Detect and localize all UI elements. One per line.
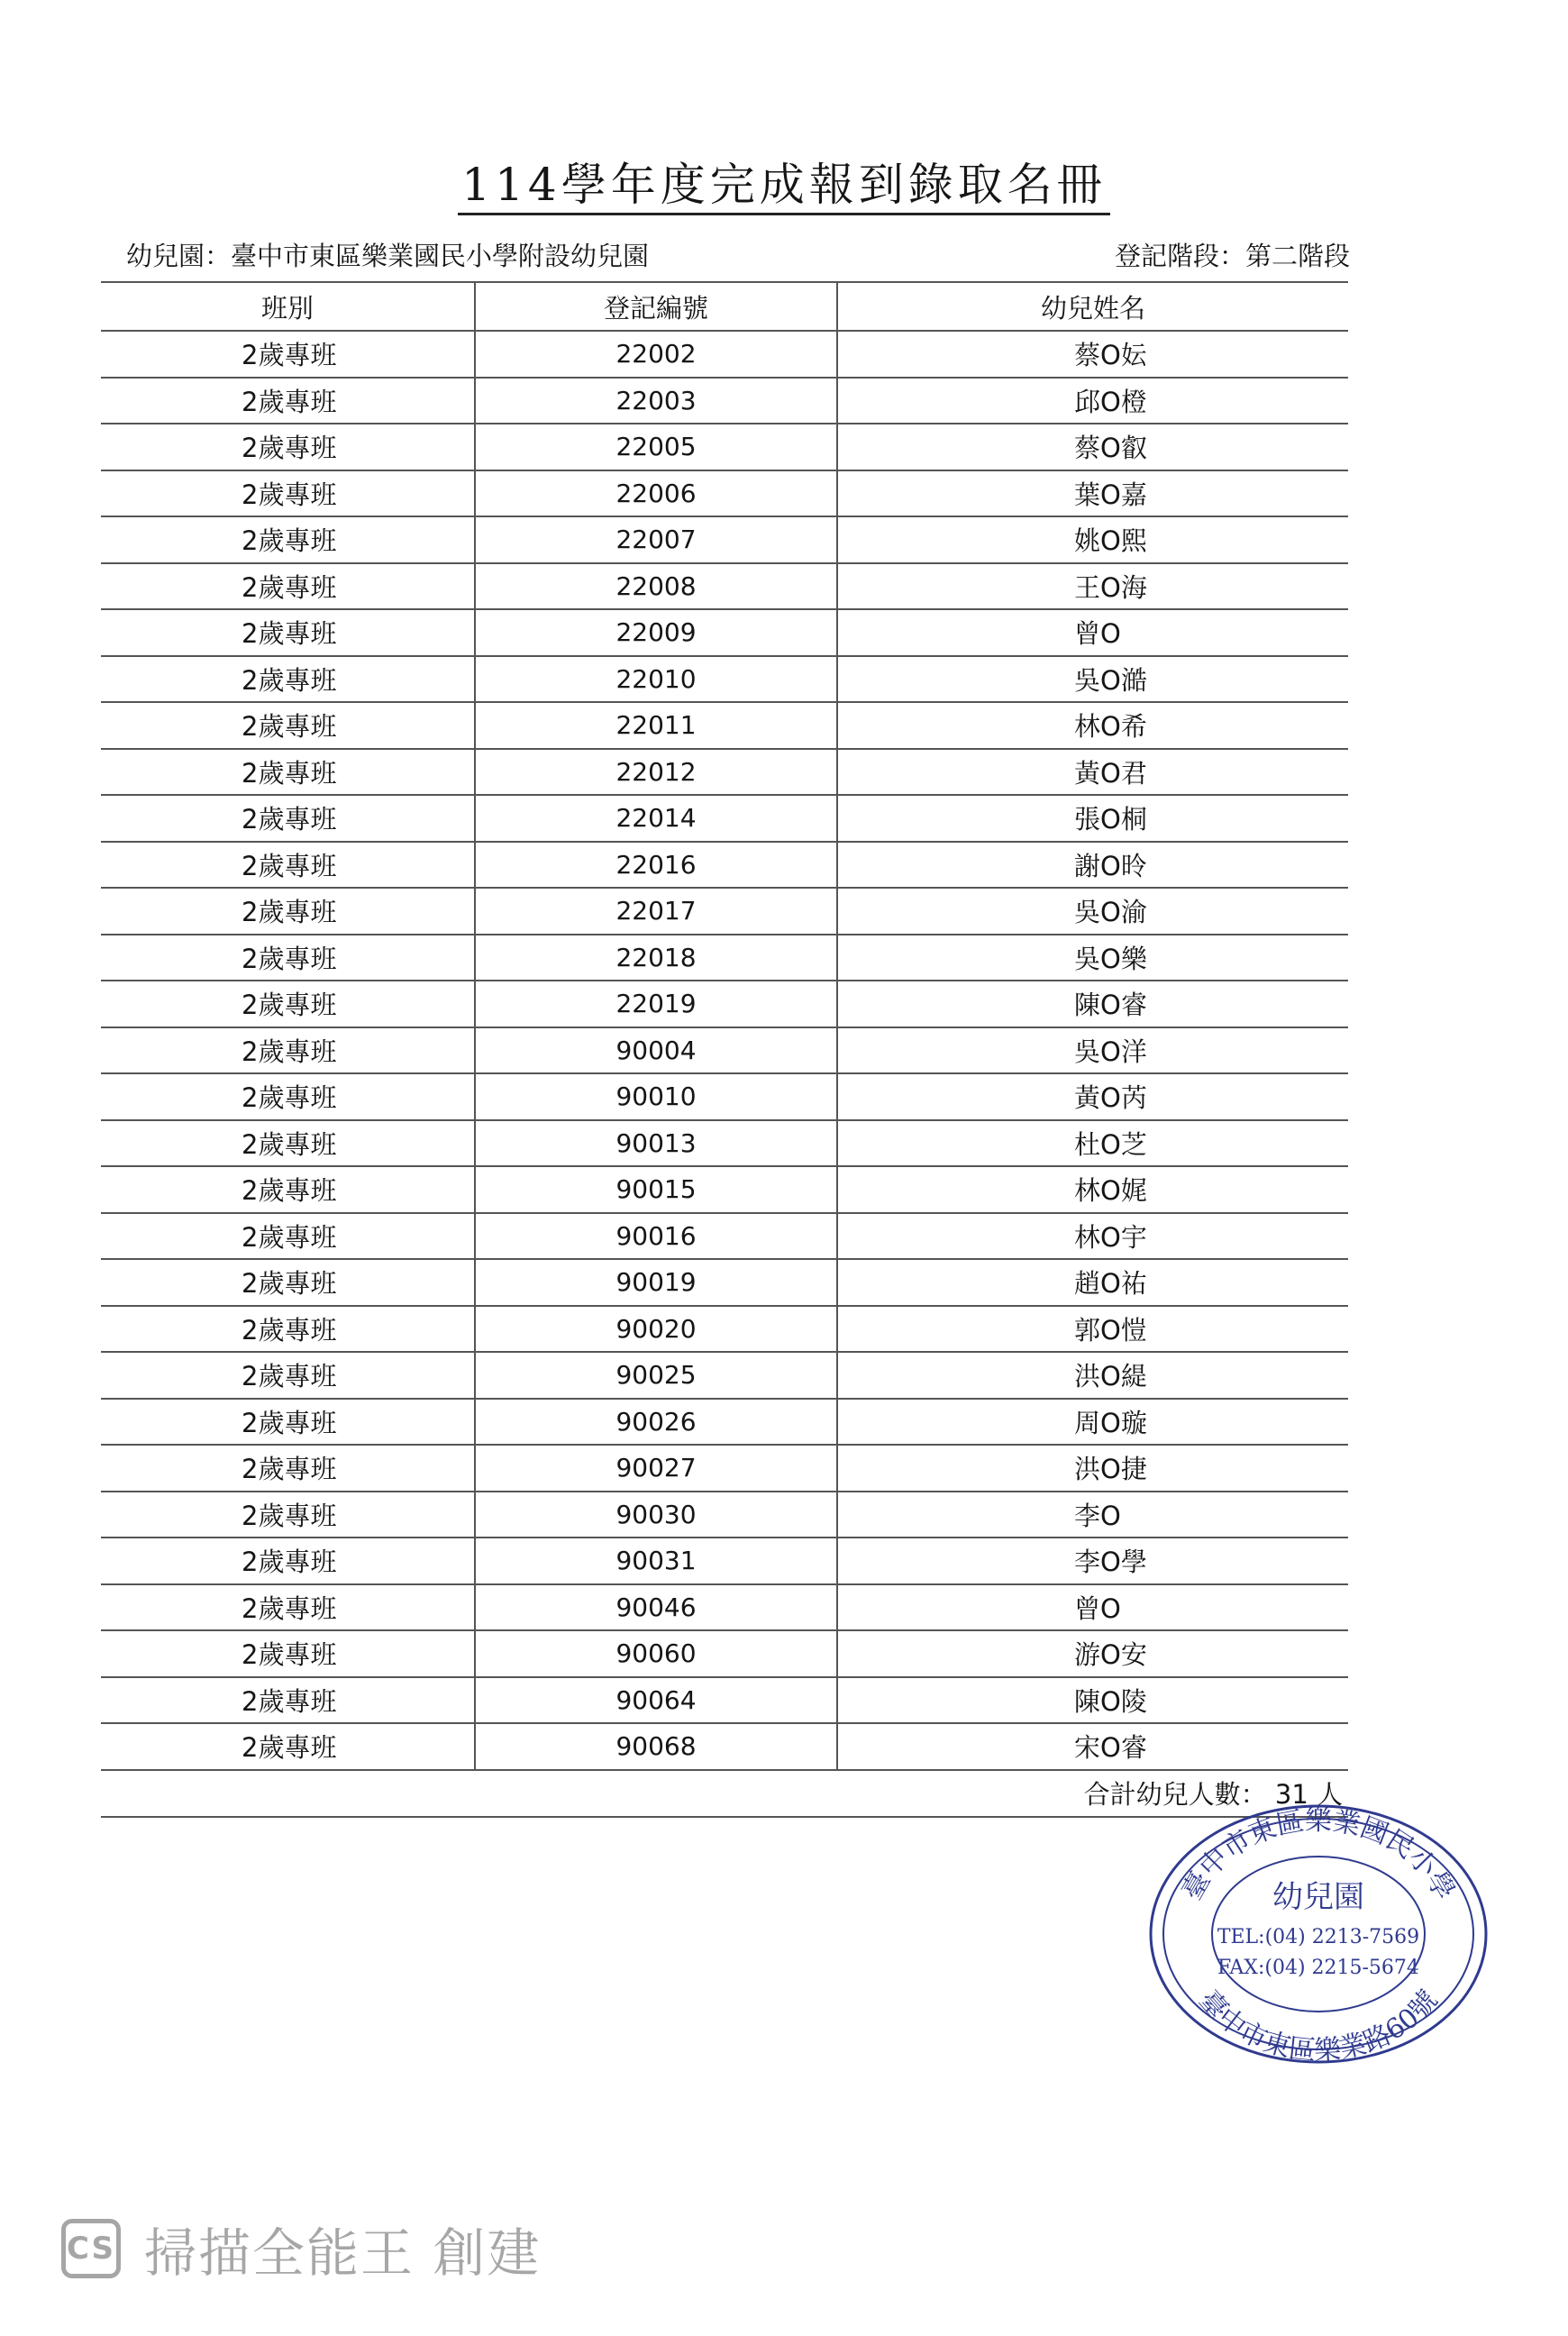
- child-name-cell: 黃O芮: [837, 1073, 1348, 1120]
- seal-ring-text: 臺中市東區樂業國民小學: [1176, 1805, 1461, 1906]
- child-name-cell: 吳O樂: [837, 935, 1348, 981]
- registration-number-cell: 90010: [475, 1073, 837, 1120]
- table-row: [101, 1166, 1348, 1213]
- seal-center-title: 幼兒園: [1272, 1879, 1364, 1915]
- registration-number-cell: 90020: [475, 1306, 837, 1353]
- child-name-cell: 林O宇: [837, 1213, 1348, 1260]
- registration-stage: 登記階段：第二階段: [1114, 241, 1350, 271]
- class-cell: 2歲專班: [101, 702, 475, 749]
- class-cell: 2歲專班: [101, 378, 475, 424]
- registration-number-cell: 90068: [475, 1723, 837, 1770]
- table-row: [101, 981, 1348, 1027]
- class-cell: 2歲專班: [101, 516, 475, 563]
- child-name-cell: 郭O愷: [837, 1306, 1348, 1353]
- table-row: [101, 1538, 1348, 1584]
- child-name-cell: 李O學: [837, 1538, 1348, 1584]
- registration-number-cell: 90031: [475, 1538, 837, 1584]
- kindergarten-name: 幼兒園：臺中市東區樂業國民小學附設幼兒園: [126, 241, 650, 271]
- class-cell: 2歲專班: [101, 424, 475, 470]
- child-name-cell: 宋O睿: [837, 1723, 1348, 1770]
- column-header: 幼兒姓名: [837, 282, 1348, 331]
- table-row: [101, 1306, 1348, 1353]
- child-name-cell: 洪O緹: [837, 1352, 1348, 1399]
- table-body: [101, 331, 1348, 1817]
- child-name-cell: 杜O芝: [837, 1120, 1348, 1167]
- child-name-cell: 陳O陵: [837, 1677, 1348, 1724]
- class-cell: 2歲專班: [101, 795, 475, 842]
- table-row: [101, 1445, 1348, 1492]
- table-row: [101, 516, 1348, 563]
- registration-number-cell: 90027: [475, 1445, 837, 1492]
- child-name-cell: 黃O君: [837, 749, 1348, 796]
- class-cell: 2歲專班: [101, 1352, 475, 1399]
- child-name-cell: 李O: [837, 1492, 1348, 1538]
- total-count: 合計幼兒人數： 31 人: [101, 1770, 1348, 1817]
- class-cell: 2歲專班: [101, 842, 475, 889]
- registration-number-cell: 90060: [475, 1630, 837, 1677]
- class-cell: 2歲專班: [101, 1584, 475, 1631]
- child-name-cell: 曾O: [837, 609, 1348, 656]
- child-name-cell: 洪O捷: [837, 1445, 1348, 1492]
- child-name-cell: 陳O睿: [837, 981, 1348, 1027]
- table-row: [101, 935, 1348, 981]
- scanner-watermark: [61, 2213, 541, 2285]
- table-row: [101, 609, 1348, 656]
- table-row: [101, 749, 1348, 796]
- class-cell: 2歲專班: [101, 888, 475, 935]
- table-row: [101, 1399, 1348, 1446]
- table-row: [101, 1259, 1348, 1306]
- class-cell: 2歲專班: [101, 1538, 475, 1584]
- child-name-cell: 葉O嘉: [837, 470, 1348, 517]
- column-header: 班別: [101, 282, 475, 331]
- class-cell: 2歲專班: [101, 1213, 475, 1260]
- class-cell: 2歲專班: [101, 563, 475, 610]
- registration-number-cell: 90015: [475, 1166, 837, 1213]
- table-row: [101, 842, 1348, 889]
- child-name-cell: 邱O橙: [837, 378, 1348, 424]
- registration-number-cell: 90064: [475, 1677, 837, 1724]
- class-cell: 2歲專班: [101, 331, 475, 378]
- registration-number-cell: 22006: [475, 470, 837, 517]
- child-name-cell: 曾O: [837, 1584, 1348, 1631]
- table-row: [101, 1677, 1348, 1724]
- child-name-cell: 張O桐: [837, 795, 1348, 842]
- table-row: [101, 563, 1348, 610]
- child-name-cell: 吳O洋: [837, 1027, 1348, 1074]
- table-row: [101, 1630, 1348, 1677]
- child-name-cell: 趙O祐: [837, 1259, 1348, 1306]
- registration-number-cell: 90026: [475, 1399, 837, 1446]
- class-cell: 2歲專班: [101, 1073, 475, 1120]
- table-row: [101, 795, 1348, 842]
- table-row: [101, 424, 1348, 470]
- table-row: [101, 1120, 1348, 1167]
- table-row: [101, 656, 1348, 703]
- watermark-text: 掃描全能王 創建: [144, 2222, 542, 2284]
- table-row: [101, 1584, 1348, 1631]
- class-cell: 2歲專班: [101, 656, 475, 703]
- class-cell: 2歲專班: [101, 1445, 475, 1492]
- registration-number-cell: 22017: [475, 888, 837, 935]
- table-row: [101, 1723, 1348, 1770]
- table-row: [101, 1027, 1348, 1074]
- class-cell: 2歲專班: [101, 1630, 475, 1677]
- table-row: [101, 1492, 1348, 1538]
- child-name-cell: 蔡O叡: [837, 424, 1348, 470]
- class-cell: 2歲專班: [101, 1166, 475, 1213]
- class-cell: 2歲專班: [101, 1027, 475, 1074]
- seal-address-text: 臺中市東區樂業路60號: [1192, 1985, 1445, 2066]
- registration-number-cell: 22009: [475, 609, 837, 656]
- table-row: [101, 1073, 1348, 1120]
- class-cell: 2歲專班: [101, 935, 475, 981]
- registration-number-cell: 22014: [475, 795, 837, 842]
- table-row: [101, 1213, 1348, 1260]
- table-row: [101, 378, 1348, 424]
- enrollment-table: [101, 281, 1348, 1818]
- child-name-cell: 姚O熙: [837, 516, 1348, 563]
- registration-number-cell: 90013: [475, 1120, 837, 1167]
- table-row: [101, 702, 1348, 749]
- child-name-cell: 謝O昤: [837, 842, 1348, 889]
- child-name-cell: 吳O渝: [837, 888, 1348, 935]
- class-cell: 2歲專班: [101, 609, 475, 656]
- table-row: [101, 1352, 1348, 1399]
- class-cell: 2歲專班: [101, 1306, 475, 1353]
- child-name-cell: 蔡O妘: [837, 331, 1348, 378]
- school-seal: [1146, 1802, 1491, 2066]
- class-cell: 2歲專班: [101, 981, 475, 1027]
- registration-number-cell: 90030: [475, 1492, 837, 1538]
- class-cell: 2歲專班: [101, 470, 475, 517]
- class-cell: 2歲專班: [101, 1677, 475, 1724]
- table-row: [101, 888, 1348, 935]
- table-row: [101, 470, 1348, 517]
- registration-number-cell: 22016: [475, 842, 837, 889]
- registration-number-cell: 22007: [475, 516, 837, 563]
- registration-number-cell: 22011: [475, 702, 837, 749]
- registration-number-cell: 22019: [475, 981, 837, 1027]
- class-cell: 2歲專班: [101, 1399, 475, 1446]
- child-name-cell: 周O璇: [837, 1399, 1348, 1446]
- registration-number-cell: 22018: [475, 935, 837, 981]
- column-header: 登記編號: [475, 282, 837, 331]
- class-cell: 2歲專班: [101, 1723, 475, 1770]
- registration-number-cell: 90004: [475, 1027, 837, 1074]
- registration-number-cell: 22003: [475, 378, 837, 424]
- camscanner-logo-icon: CS: [61, 2219, 121, 2278]
- registration-number-cell: 22005: [475, 424, 837, 470]
- registration-number-cell: 90016: [475, 1213, 837, 1260]
- seal-tel: TEL:(04) 2213-7569: [1217, 1926, 1420, 1948]
- registration-number-cell: 90019: [475, 1259, 837, 1306]
- class-cell: 2歲專班: [101, 749, 475, 796]
- class-cell: 2歲專班: [101, 1120, 475, 1167]
- child-name-cell: 吳O澔: [837, 656, 1348, 703]
- table-header-row: [101, 282, 1348, 331]
- registration-number-cell: 90046: [475, 1584, 837, 1631]
- child-name-cell: 林O娓: [837, 1166, 1348, 1213]
- registration-number-cell: 90025: [475, 1352, 837, 1399]
- registration-number-cell: 22012: [475, 749, 837, 796]
- registration-number-cell: 22010: [475, 656, 837, 703]
- class-cell: 2歲專班: [101, 1259, 475, 1306]
- registration-number-cell: 22008: [475, 563, 837, 610]
- child-name-cell: 林O希: [837, 702, 1348, 749]
- table-row: [101, 331, 1348, 378]
- child-name-cell: 游O安: [837, 1630, 1348, 1677]
- document-title: 114學年度完成報到錄取名冊: [0, 149, 1568, 214]
- child-name-cell: 王O海: [837, 563, 1348, 610]
- seal-fax: FAX:(04) 2215-5674: [1217, 1957, 1419, 1979]
- registration-number-cell: 22002: [475, 331, 837, 378]
- class-cell: 2歲專班: [101, 1492, 475, 1538]
